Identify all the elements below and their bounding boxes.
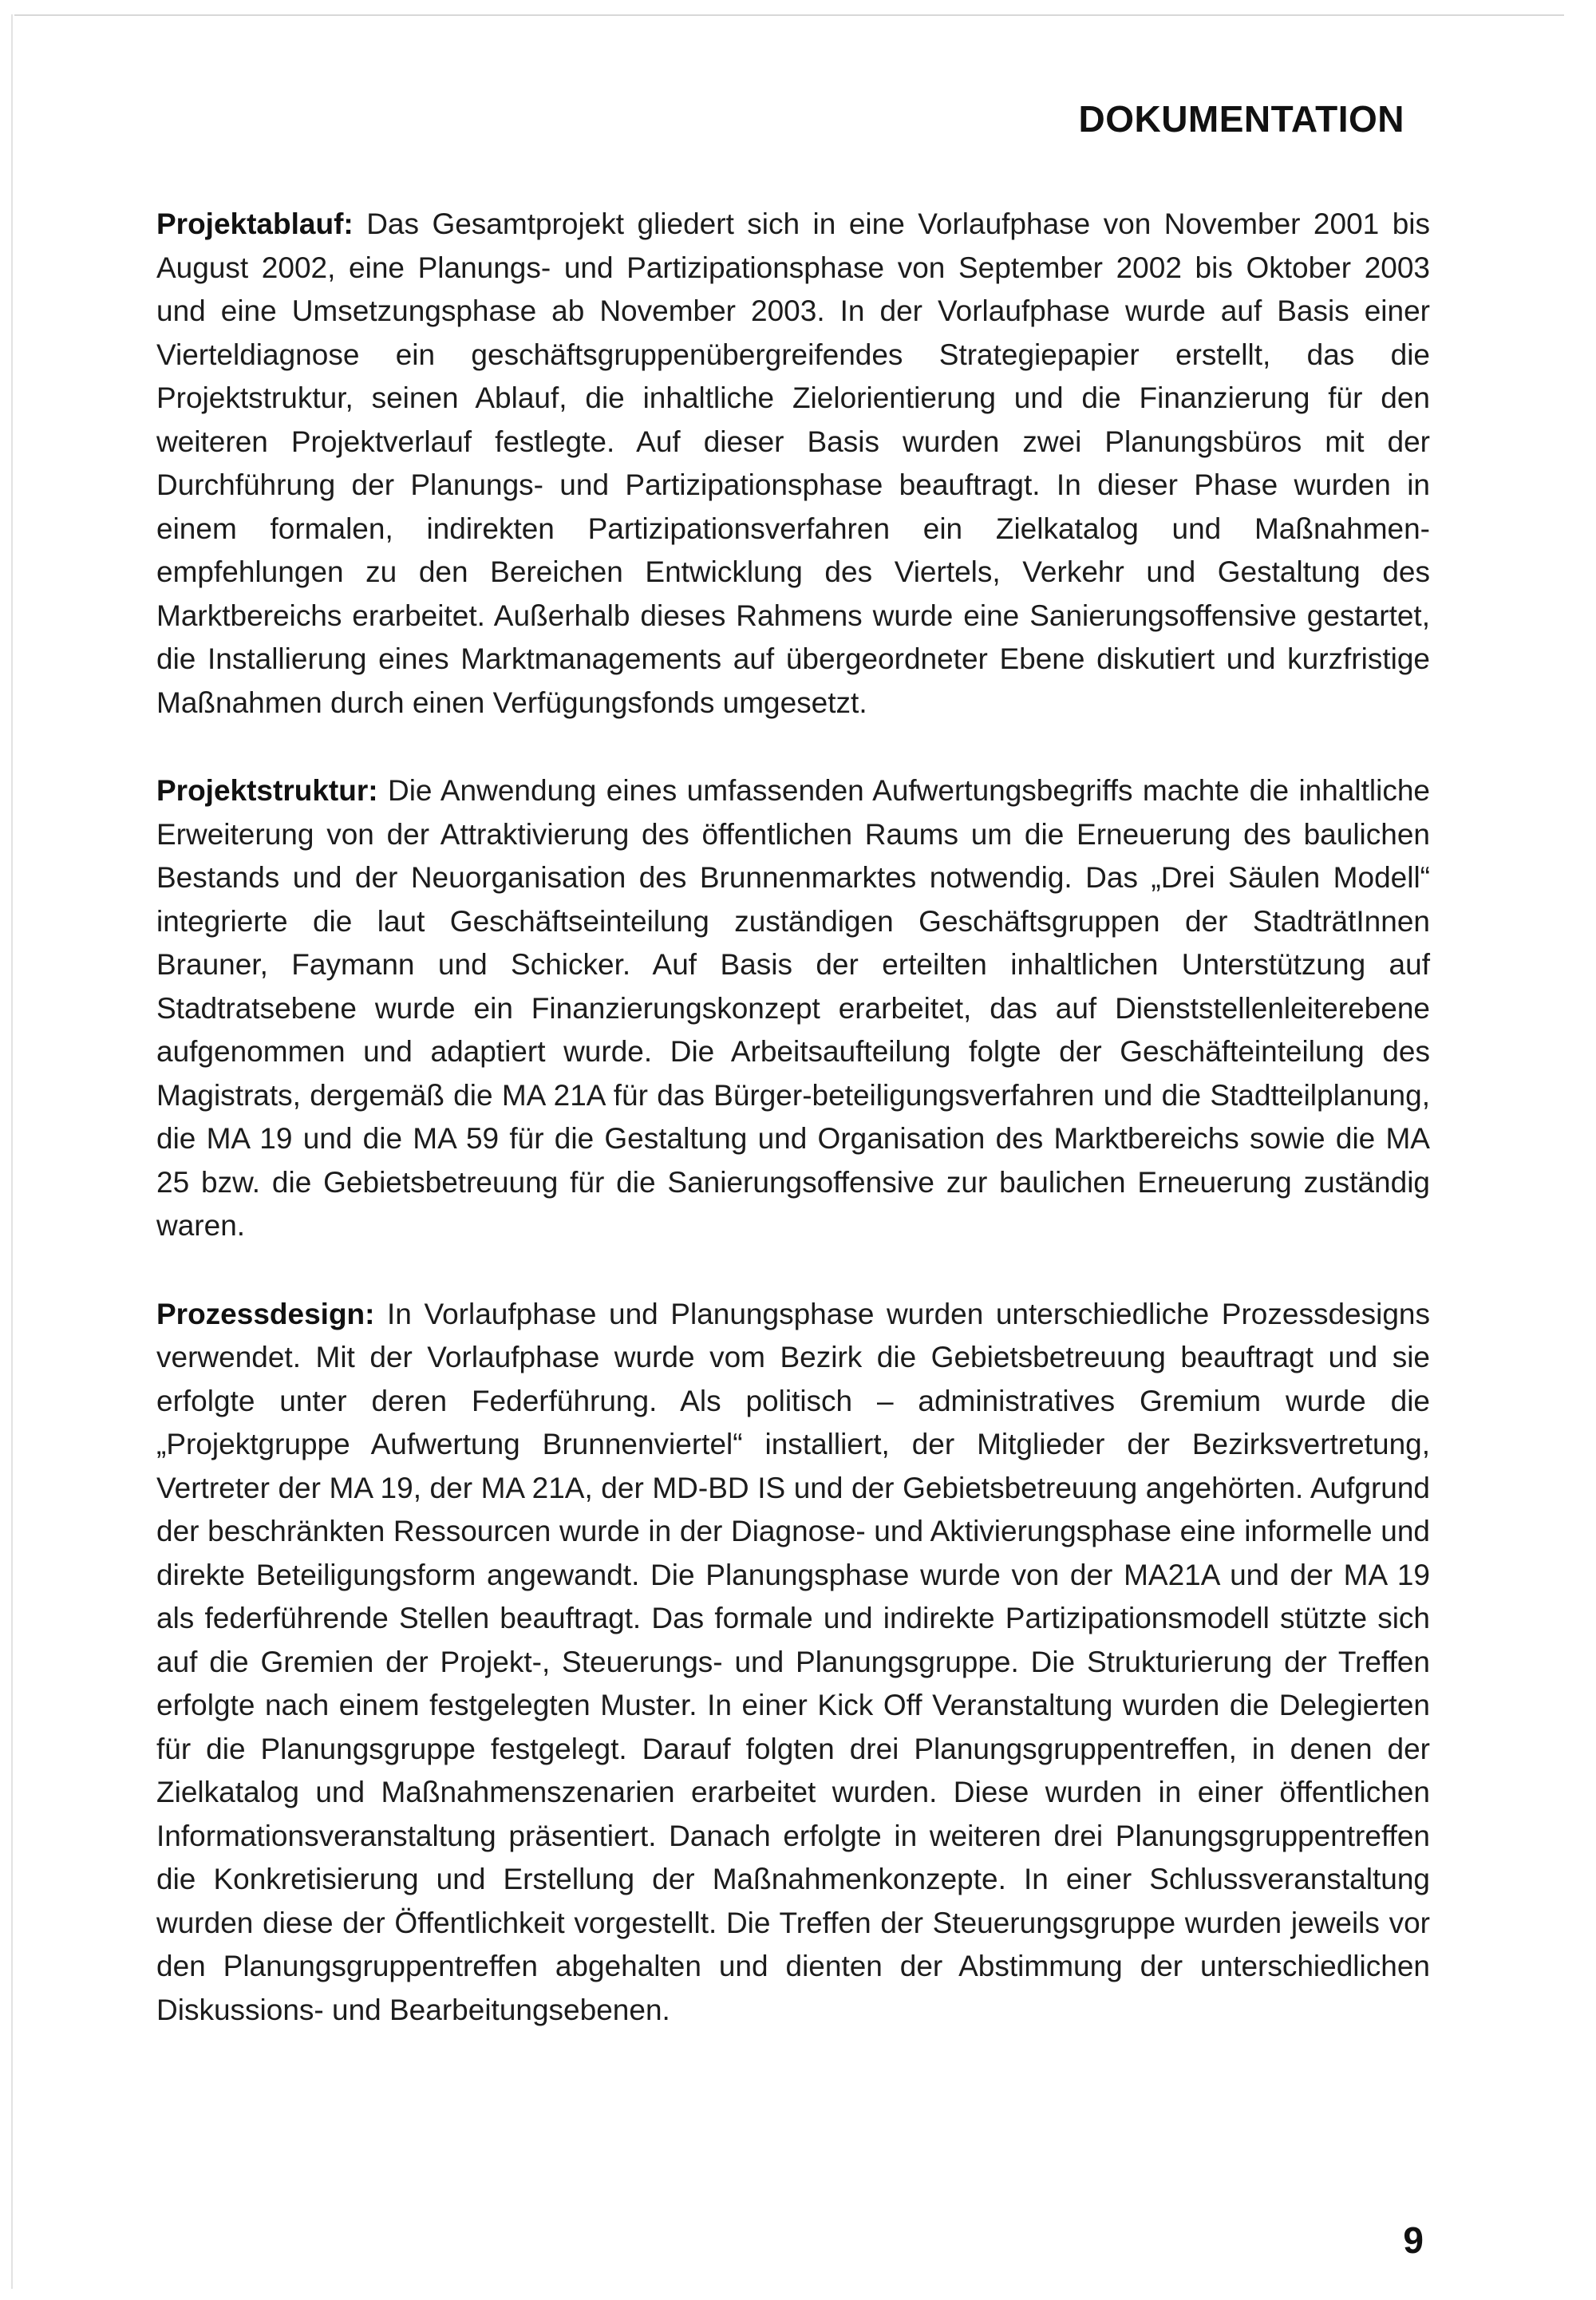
body-text [156,203,1430,2077]
paragraph-text: Das Gesamtprojekt gliedert sich in eine Vorlaufphase von November 2001 bis August 2002, eine Planungs- und Partizipationsphase von September 2002 bis Oktober 2003 und eine Umsetzungsphase ab November 2003. In der Vorlaufphase wurde auf Basis einer Vierteldiagnose ein geschäftsgruppenübergreifendes Strategiepapier erstellt, das die Projektstruktur, seinen Ablauf, die inhaltliche Zielorientierung und die Finanzierung für den weiteren Projektverlauf festlegte. Auf dieser Basis wurden zwei Planungsbüros mit der Durchführung der Planungs- und Partizipationsphase beauftragt. In dieser Phase wurden in einem formalen, indirekten Partizipationsverfahren ein Zielkatalog und Maßnahmen-empfehlungen zu den Bereichen Entwicklung des Viertels, Verkehr und Gestaltung des Marktbereichs erarbeitet. Außerhalb dieses Rahmens wurde eine Sanierungsoffensive gestartet, die Installierung eines Marktmanagements auf übergeordneter Ebene diskutiert und kurzfristige Maßnahmen durch einen Verfügungsfonds umgesetzt. [156,207,1431,719]
paragraph-heading: Prozessdesign: [156,1297,388,1330]
paragraph-text: In Vorlaufphase und Planungsphase wurden unterschiedliche Prozessdesigns verwendet. Mit der Vorlaufphase wurde vom Bezirk die Gebietsbetreuung beauftragt und sie erfolgte unter deren Federführung. Als politisch – administratives Gremium wurde die „Projektgruppe Aufwertung Brunnenviertel“ installiert, der Mitglieder der Bezirksvertretung, Vertreter der MA 19, der MA 21A, der MD-BD IS und der Gebietsbetreuung angehörten. Aufgrund der beschränkten Ressourcen wurde in der Diagnose- und Aktivierungsphase eine informelle und direkte Beteiligungsform angewandt. Die Planungsphase wurde von der MA21A und der MA 19 als federführende Stellen beauftragt. Das formale und indirekte Partizipationsmodell stützte sich auf die Gremien der Projekt-, Steuerungs- und Planungsgruppe. Die Strukturierung der Treffen erfolgte nach einem festgelegten Muster. In einer Kick Off Veranstaltung wurden die Delegierten für die Planungsgruppe festgelegt. Darauf folgten drei Planungsgruppentreffen, in denen der Zielkatalog und Maßnahmenszenarien erarbeitet wurden. Diese wurden in einer öffentlichen Informationsveranstaltung präsentiert. Danach erfolgte in weiteren drei Planungsgruppentreffen die Konkretisierung und Erstellung der Maßnahmenkonzepte. In einer Schlussveranstaltung wurden diese der Öffentlichkeit vorgestellt. Die Treffen der Steuerungsgruppe wurden jeweils vor den Planungsgruppentreffen abgehalten und dienten der Abstimmung der unterschiedlichen Diskussions- und Bearbeitungsebenen. [156,1297,1430,2026]
paragraph-heading: Projektstruktur: [156,774,388,807]
paragraph-prozessdesign [156,1293,1430,2033]
paragraph-projektstruktur [156,769,1430,1248]
paragraph-text: Die Anwendung eines umfassenden Aufwertungsbegriffs machte die inhaltliche Erweiterung von der Attraktivierung des öffentlichen Raums um die Erneuerung des baulichen Bestands und der Neuorganisation des Brunnenmarktes notwendig. Das „Drei Säulen Modell“ integrierte die laut Geschäftseinteilung zuständigen Geschäftsgruppen der StadträtInnen Brauner, Faymann und Schicker. Auf Basis der erteilten inhaltlichen Unterstützung auf Stadtratsebene wurde ein Finanzierungskonzept erarbeitet, das auf Dienststellenleiterebene aufgenommen und adaptiert wurde. Die Arbeitsaufteilung folgte der Geschäfteinteilung des Magistrats, dergemäß die MA 21A für das Bürger-beteiligungsverfahren und die Stadtteilplanung, die MA 19 und die MA 59 für die Gestaltung und Organisation des Marktbereichs sowie die MA 25 bzw. die Gebietsbetreuung für die Sanierungsoffensive zur baulichen Erneuerung zuständig waren. [156,774,1430,1242]
paragraph-projektablauf [156,203,1430,725]
page-top-edge [14,14,1564,16]
section-title: DOKUMENTATION [1078,98,1404,140]
page-number: 9 [1403,2219,1424,2261]
paragraph-heading: Projektablauf: [156,207,367,240]
page-left-edge [11,14,13,2289]
